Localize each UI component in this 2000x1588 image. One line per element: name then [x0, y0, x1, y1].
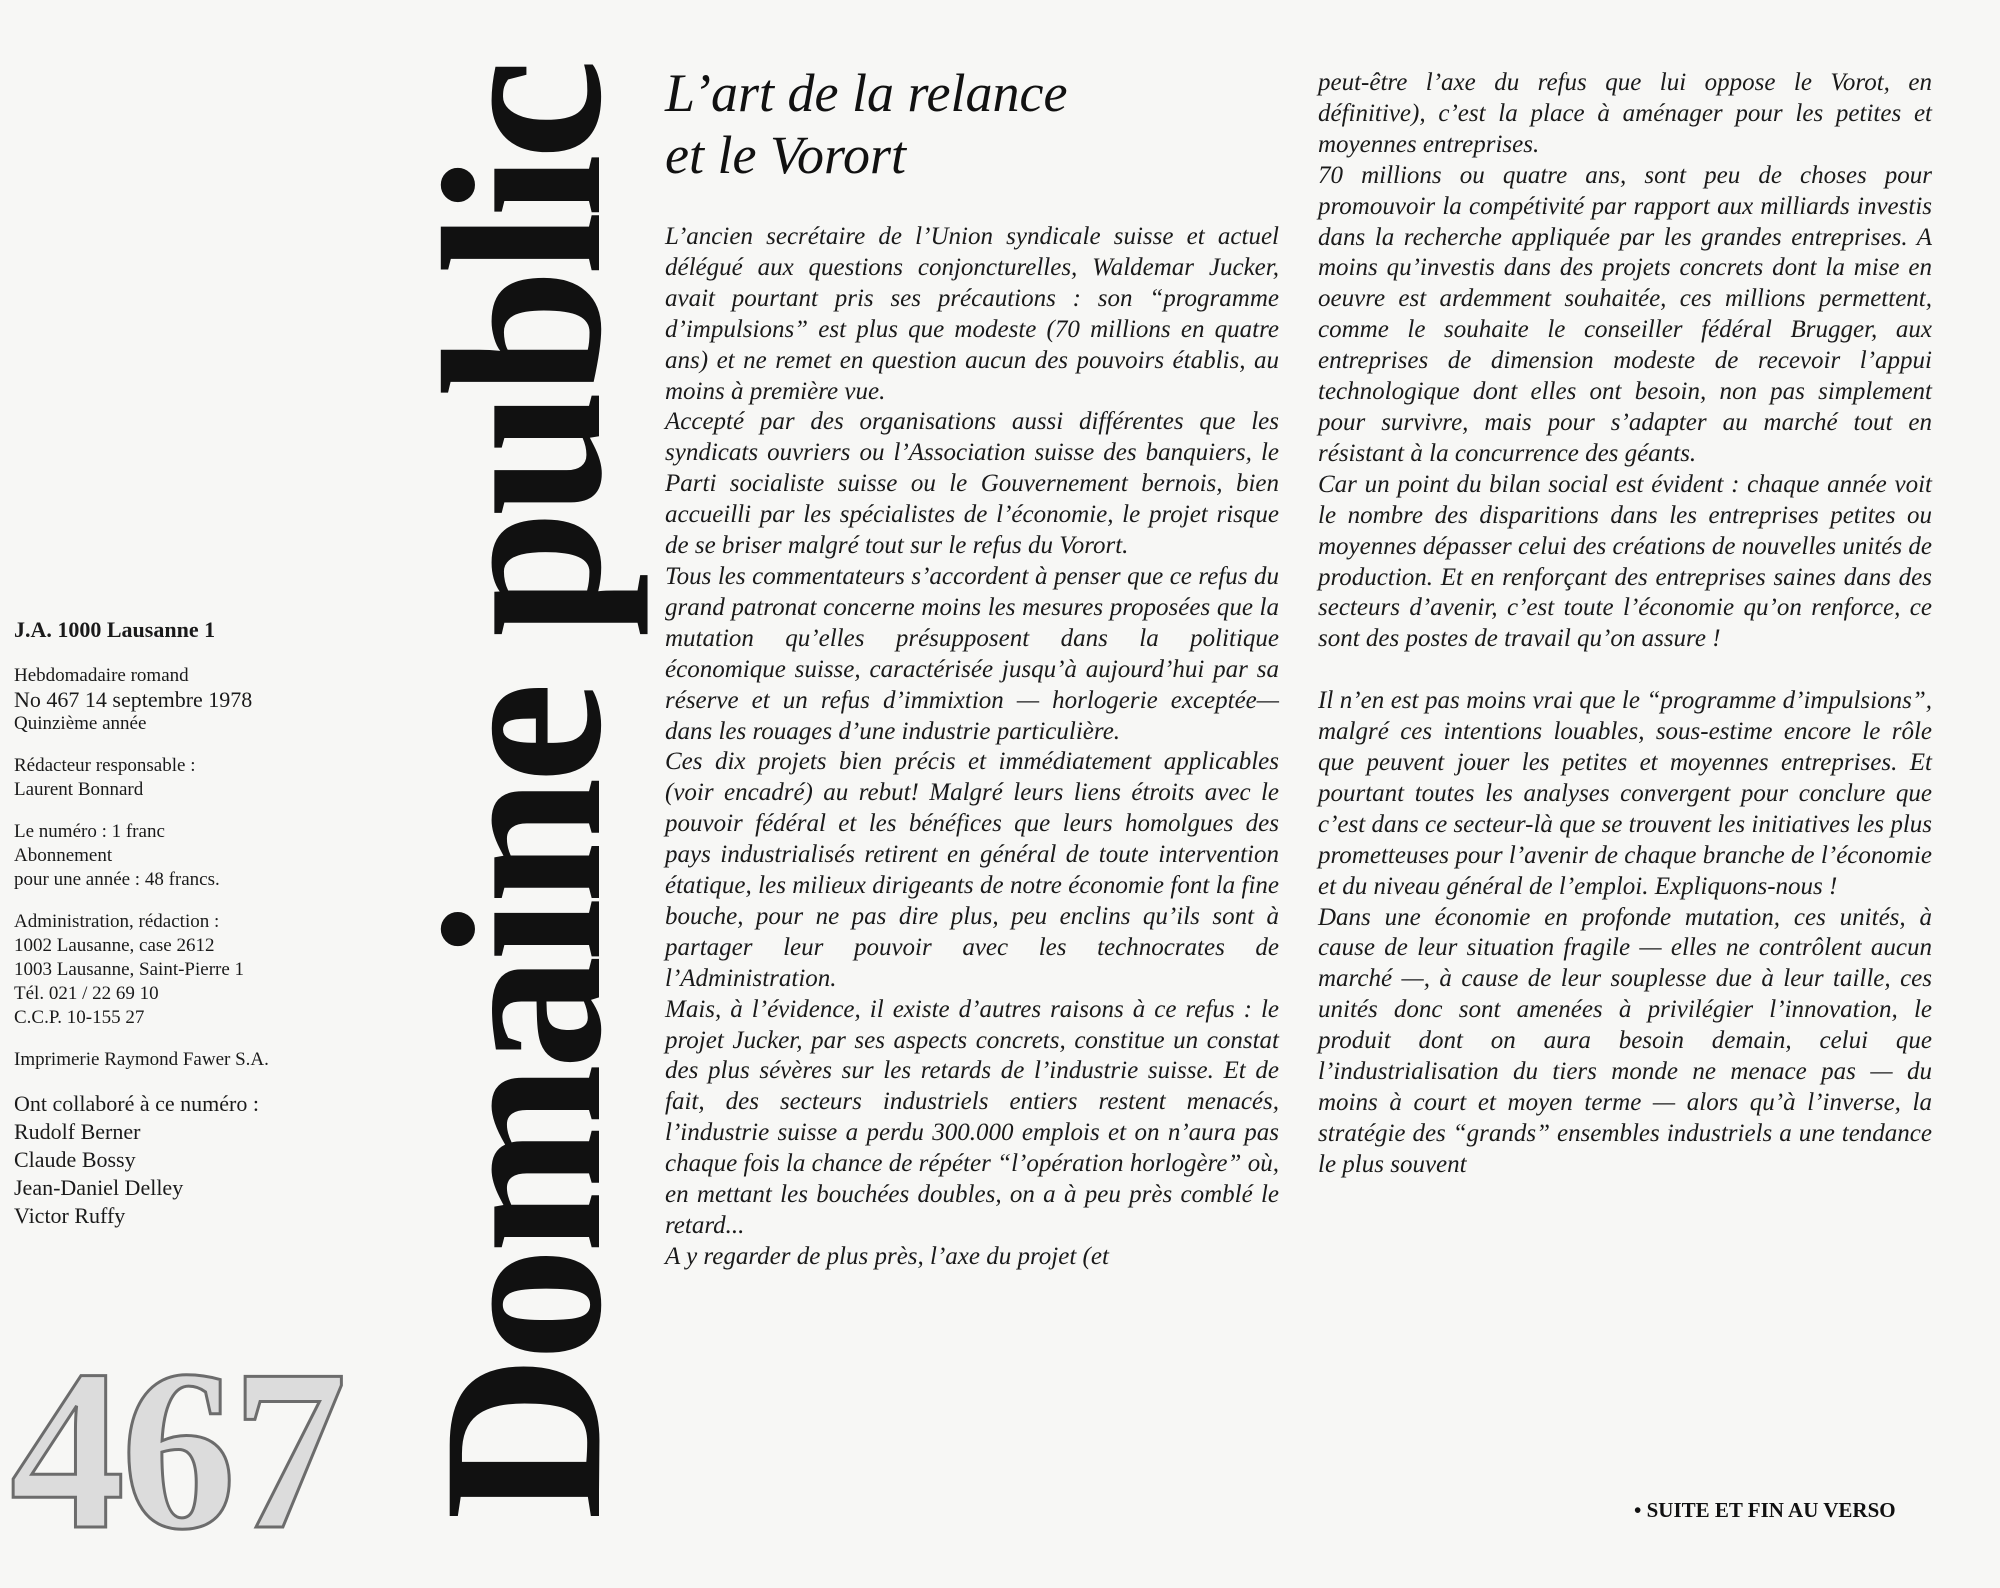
mailing-code: J.A. 1000 Lausanne 1 [14, 617, 216, 642]
price-line: Abonnement [14, 845, 113, 866]
admin-line: 1003 Lausanne, Saint-Pierre 1 [14, 959, 245, 980]
editor-line: Rédacteur responsable : [14, 755, 196, 776]
contributors-heading: Ont collaboré à ce numéro : [14, 1091, 259, 1116]
publication-info [14, 618, 354, 1230]
masthead-title: Domaine public [397, 64, 649, 1520]
edition-line: Quinzième année [14, 713, 147, 734]
edition-line: Hebdomadaire romand [14, 665, 189, 686]
contributor-name: Victor Ruffy [14, 1203, 126, 1228]
article-title-line: et le Vorort [665, 125, 906, 185]
paragraph: Accepté par des organisations aussi différentes que les syndicats ouvriers ou l’Association suisse des banquiers, le Parti socialiste suisse ou le Gouvernement bernois, bien accueilli par les spécialistes de l’économie, le projet risque de se briser malgré tout sur le refus du Vorort. [665, 408, 1279, 560]
admin-info [14, 910, 354, 1030]
article-title [665, 62, 1305, 186]
issue-number: 467 [10, 1322, 343, 1577]
paragraph: 70 millions ou quatre ans, sont peu de choses pour promouvoir la compétivité par rapport aux milliards investis dans la recherche appliquée par les grandes entreprises. A moins qu’investis dans des projets concrets dont la mise en oeuvre est ardemment souhaitée, ces millions permettent, comme le souhaite le conseiller fédéral Brugger, aux entreprises de dimension modeste de recevoir l’appui technologique dont elles ont besoin, non pas simplement pour survivre, mais pour s’adapter au marché tout en résistant à la concurrence des géants. [1318, 161, 1932, 467]
price-line: pour une année : 48 francs. [14, 869, 220, 890]
price-info [14, 820, 354, 892]
paragraph: Il n’en est pas moins vrai que le “programme d’impulsions”, malgré ces intentions louables, sous-estime encore le rôle que peuvent jouer les petites et moyennes entreprises. Et pourtant toutes les analyses convergent pour conclure que c’est dans ce secteur-là que se trouvent les initiatives les plus prometteuses pour l’avenir de chaque branche de l’économie et du niveau général de l’emploi. Expliquons-nous ! [1318, 687, 1932, 900]
editor-info [14, 754, 354, 802]
paragraph: Ces dix projets bien précis et immédiatement applicables (voir encadré) au rebut! Malgré leurs liens étroits avec le pouvoir fédéral et les bénéfices que leurs homolgues des pays industrialisés retirent en général de toute intervention étatique, les milieux dirigeants de notre économie font la fine bouche, pour ne pas dire plus, peu enclins qu’ils sont à partager leur pouvoir avec les technocrates de l’Administration. [665, 748, 1279, 992]
contributor-name: Claude Bossy [14, 1147, 136, 1172]
paragraph: Car un point du bilan social est évident : chaque année voit le nombre des disparitions dans les entreprises petites ou moyennes dépasser celui des créations de nouvelles unités de production. Et en renforçant des entreprises saines dans des secteurs d’avenir, c’est toute l’économie qu’on renforce, ce sont des postes de travail qu’on assure ! [1318, 470, 1932, 653]
contributors-list [14, 1090, 354, 1230]
continued-notice: • SUITE ET FIN AU VERSO [1634, 1498, 1896, 1522]
paragraph: A y regarder de plus près, l’axe du projet (et [665, 1242, 1109, 1270]
admin-line: Tél. 021 / 22 69 10 [14, 983, 159, 1004]
edition-info [14, 664, 354, 736]
paragraph: Dans une économie en profonde mutation, ces unités, à cause de leur situation fragile — elles ne contrôlent aucun marché —, à cause de leur souplesse due à leur taille, ces unités donc sont amenées à privilégier l’innovation, le produit dont on aura besoin demain, celui que l’industrialisation du tiers monde ne menace pas — du moins à court et moyen terme — alors qu’à l’inverse, la stratégie des “grands” ensembles industriels a une tendance le plus souvent [1318, 903, 1932, 1178]
edition-line: No 467 14 septembre 1978 [14, 687, 253, 712]
contributor-name: Jean-Daniel Delley [14, 1175, 184, 1200]
paragraph: L’ancien secrétaire de l’Union syndicale suisse et actuel délégué aux questions conjoncturelles, Waldemar Jucker, avait pourtant pris ses précautions : son “programme d’impulsions” est plus que modeste (70 millions en quatre ans) et ne remet en question aucun des pouvoirs établis, au moins à première vue. [665, 223, 1279, 405]
admin-line: C.C.P. 10-155 27 [14, 1007, 145, 1028]
editor-line: Laurent Bonnard [14, 779, 144, 800]
article-column-1 [665, 222, 1279, 1273]
admin-line: Administration, rédaction : [14, 911, 220, 932]
paragraph: Tous les commentateurs s’accordent à penser que ce refus du grand patronat concerne moins les mesures proposées que la mutation qu’elles présupposent dans la politique économique suisse, caractérisée jusqu’à aujourd’hui par sa réserve et un refus d’immixtion — horlogerie exceptée— dans les rouages d’une industrie particulière. [665, 562, 1279, 745]
contributor-name: Rudolf Berner [14, 1119, 141, 1144]
price-line: Le numéro : 1 franc [14, 821, 165, 842]
printer-info: Imprimerie Raymond Fawer S.A. [14, 1049, 269, 1070]
admin-line: 1002 Lausanne, case 2612 [14, 935, 215, 956]
paragraph: Mais, à l’évidence, il existe d’autres raisons à ce refus : le projet Jucker, par ses aspects concrets, constitue un constat des plus sévères sur les retards de l’industrie suisse. Et de fait, des secteurs industriels entiers restent menacés, l’industrie suisse a perdu 300.000 emplois et on n’aura pas chaque fois la chance de répéter “l’opération horlogère” où, en mettant les bouchées doubles, on a à peu près comblé le retard... [665, 995, 1279, 1239]
paragraph: peut-être l’axe du refus que lui oppose le Vorot, en définitive), c’est la place à aménager pour les petites et moyennes entreprises. [1318, 69, 1932, 158]
article-column-2 [1318, 68, 1932, 1181]
article-title-line: L’art de la relance [665, 63, 1068, 123]
